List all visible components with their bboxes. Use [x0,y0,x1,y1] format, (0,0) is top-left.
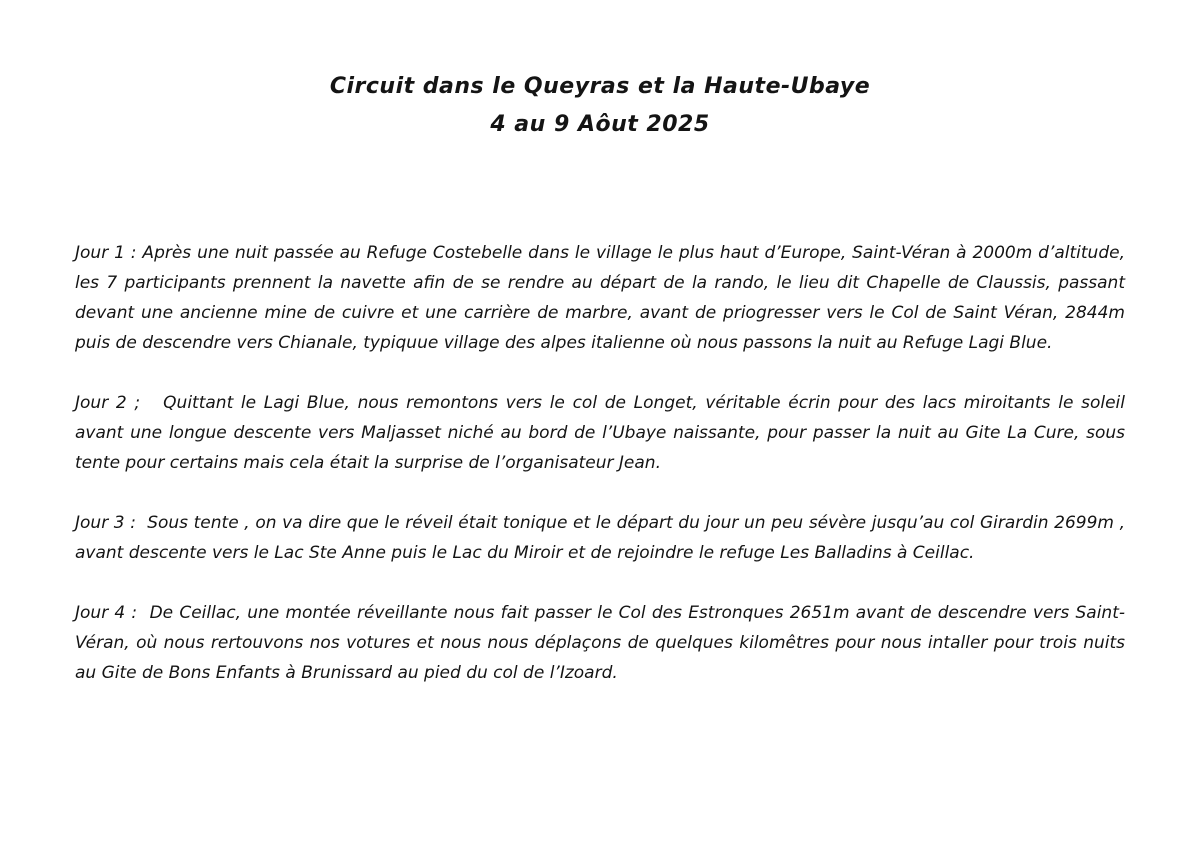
paragraph-jour-2: Jour 2 ; Quittant le Lagi Blue, nous remontons vers le col de Longet, véritable écrin pour des lacs miroitants le soleil avant une longue descente vers Maljasset niché au bord de l’Ubaye naissante, pour passer la nuit au Gite La Cure, sous tente pour certains mais cela était la surprise de l’organisateur Jean. [75,393,1125,473]
document-title: Circuit dans le Queyras et la Haute-Ubaye [329,74,871,99]
document-body [75,238,1125,688]
paragraph-jour-3: Jour 3 : Sous tente , on va dire que le réveil était tonique et le départ du jour un peu sévère jusqu’au col Girardin 2699m , avant descente vers le Lac Ste Anne puis le Lac du Miroir et de rejoindre le refuge Les Balladins à Ceillac. [75,513,1125,563]
title-block [0,0,1200,140]
paragraph-jour-4: Jour 4 : De Ceillac, une montée réveillante nous fait passer le Col des Estronques 2651m avant de descendre vers Saint-Véran, où nous rertouvons nos votures et nous nous déplaçons de quelques kilomêtres pour nous intaller pour trois nuits au Gite de Bons Enfants à Brunissard au pied du col de l’Izoard. [75,603,1125,683]
paragraph-jour-1: Jour 1 : Après une nuit passée au Refuge Costebelle dans le village le plus haut d’Europe, Saint-Véran à 2000m d’altitude, les 7 participants prennent la navette afin de se rendre au départ de la rando, le lieu dit Chapelle de Claussis, passant devant une ancienne mine de cuivre et une carrière de marbre, avant de priogresser vers le Col de Saint Véran, 2844m puis de descendre vers Chianale, typiquue village des alpes italienne où nous passons la nuit au Refuge Lagi Blue. [75,243,1125,353]
document-subtitle: 4 au 9 Aôut 2025 [490,112,710,137]
